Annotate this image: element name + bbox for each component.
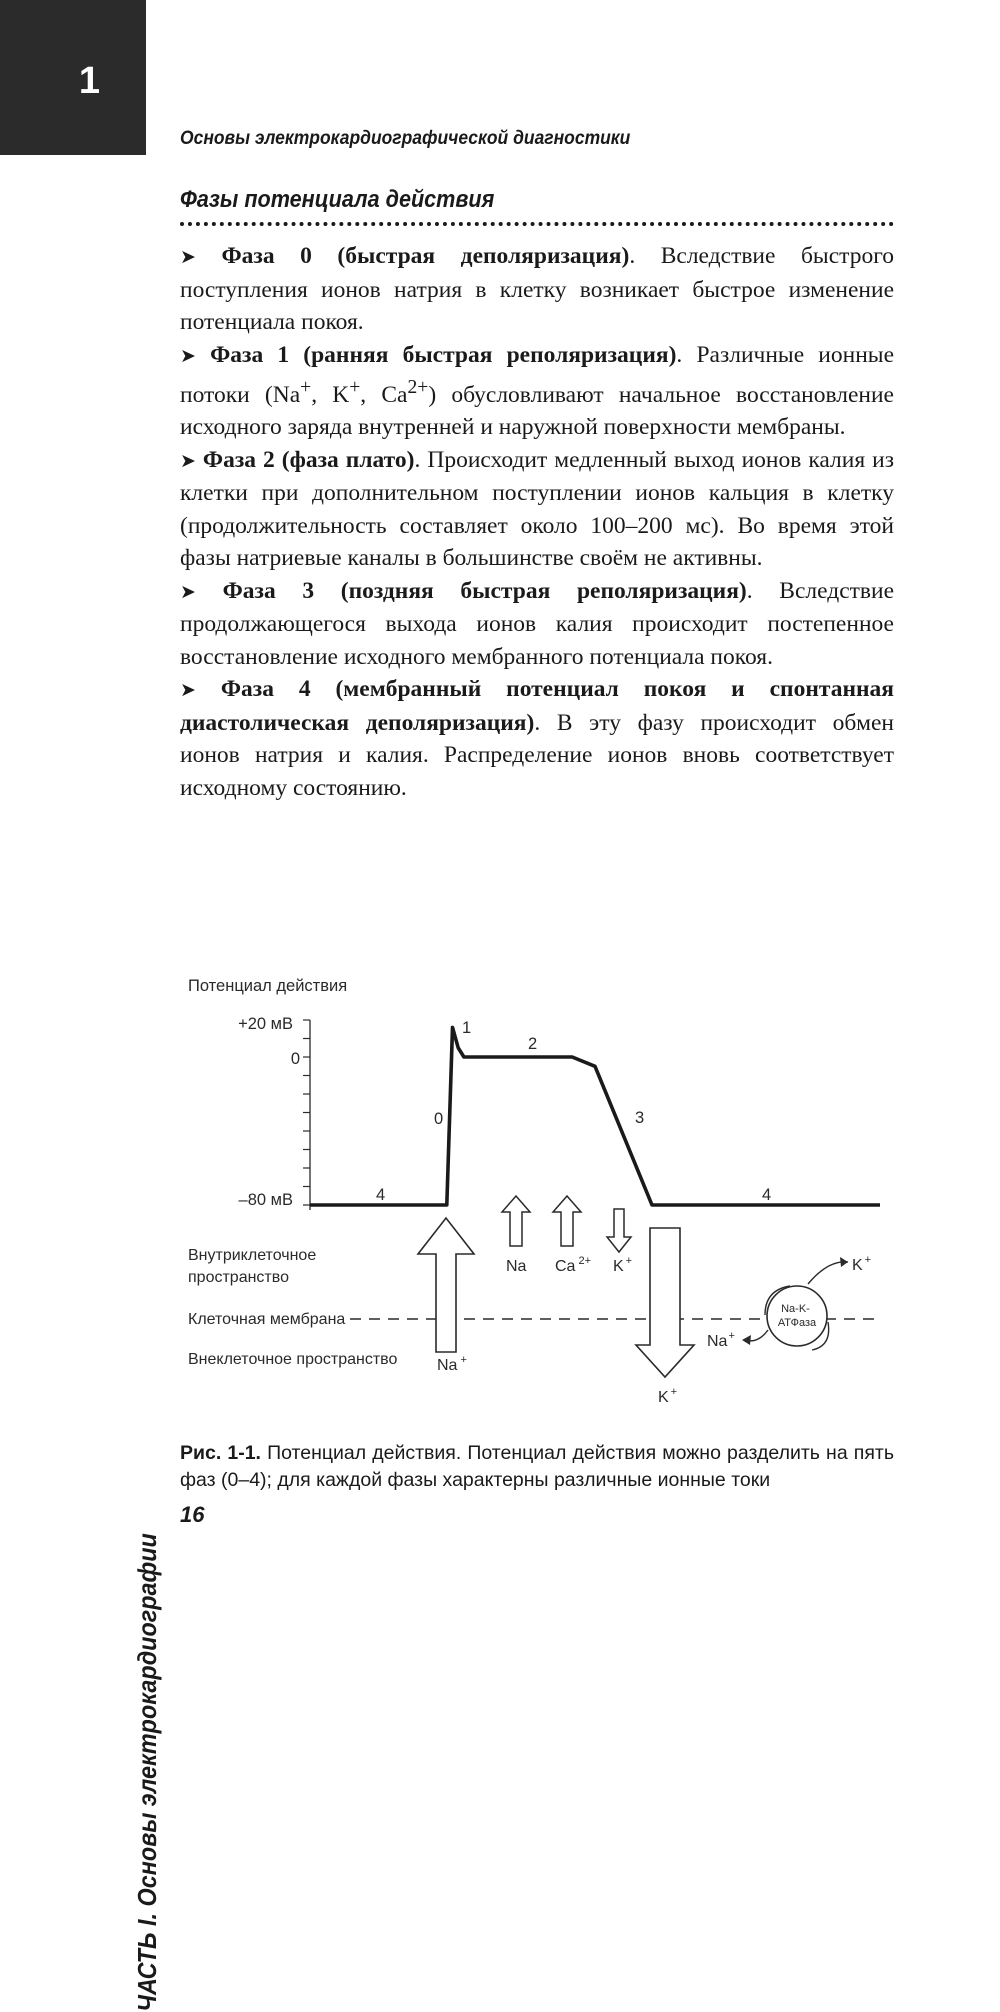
y-tick-label-zero: 0 — [290, 1050, 300, 1068]
na-up-arrow-icon — [502, 1196, 530, 1246]
phase-term: Фаза 0 (быстрая деполяризация) — [221, 243, 630, 269]
bullet-icon: ➤ — [180, 449, 196, 472]
k-efflux-label: K + — [658, 1386, 678, 1406]
figure-caption — [180, 1440, 894, 1494]
na-k-atpase-pump-icon — [767, 1286, 827, 1346]
superscript: + — [349, 377, 361, 398]
k-down-label: K + — [613, 1255, 633, 1275]
phase-paragraph — [180, 673, 894, 804]
na-influx-arrow-icon — [418, 1218, 474, 1352]
bullet-icon: ➤ — [180, 580, 196, 603]
bullet-icon: ➤ — [180, 679, 196, 702]
k-efflux-arrow-icon — [636, 1228, 694, 1377]
ca-up-arrow-icon — [553, 1196, 581, 1246]
y-tick-label-bottom: –80 мВ — [238, 1191, 293, 1209]
chapter-tab — [0, 0, 146, 155]
running-head: Основы электрокардиографической диагностики — [180, 128, 631, 149]
phase-term: Фаза 2 (фаза плато) — [202, 446, 415, 473]
phase-paragraph — [180, 575, 894, 674]
phase-desc-part: ) обусловливают начальное восстановление исходного заряда внутренней и наружной поверхности мембраны. — [180, 381, 894, 441]
phase-desc-part: . Различные ионные потоки (Na — [180, 341, 894, 408]
phase-desc-part: , Ca — [360, 381, 408, 408]
pump-na-arrowhead-icon — [742, 1335, 751, 1345]
intracellular-label-line: Внутриклеточное — [188, 1247, 317, 1264]
phase-paragraph — [180, 240, 894, 339]
ca-up-label: Ca $^{2+}$ — [555, 1255, 591, 1275]
caption-label: Рис. 1-1. — [180, 1442, 261, 1464]
section-title: Фазы потенциала действия — [180, 186, 495, 213]
phase-label-4a: 4 — [376, 1186, 386, 1204]
y-axis-title: Потенциал действия — [188, 977, 348, 995]
na-up-label: Na — [506, 1258, 527, 1275]
phase-term: Фаза 3 (поздняя быстрая реполяризация) — [222, 577, 747, 604]
phase-label-3: 3 — [635, 1109, 645, 1127]
y-axis-ticks — [303, 1020, 310, 1205]
phase-desc-part: , K — [311, 381, 350, 408]
page-number: 16 — [180, 1502, 205, 1527]
phase-label-4b: 4 — [762, 1186, 772, 1204]
action-potential-figure — [0, 960, 1000, 1420]
phase-term: Фаза 4 (мембранный потенциал покоя и спонтанная диастолическая деполяризация) — [180, 676, 894, 736]
k-down-arrow-icon — [607, 1209, 631, 1252]
pump-label: Na-K- АТФаза — [777, 1303, 817, 1329]
superscript: + — [300, 377, 312, 398]
action-potential-line — [310, 1027, 880, 1205]
bullet-icon: ➤ — [180, 246, 196, 268]
phase-paragraph — [180, 339, 894, 444]
membrane-label: Клеточная мембрана — [188, 1311, 346, 1328]
phase-label-0: 0 — [434, 1110, 444, 1128]
na-influx-label: Na + — [437, 1354, 467, 1374]
intracellular-label — [188, 1247, 321, 1286]
caption-text: Потенциал действия. Потенциал действия можно разделить на пять фаз (0–4); для каждой фазы характерны различные ионные токи — [180, 1442, 894, 1491]
phase-label-1: 1 — [462, 1019, 472, 1037]
side-label-text: ЧАСТЬ I. Основы электрокардиографии — [132, 1533, 162, 2012]
dotted-rule — [180, 222, 894, 226]
pump-na-label: Na+ — [707, 1330, 735, 1350]
pump-k-arrowhead-icon — [840, 1257, 848, 1267]
phase-paragraph — [180, 444, 894, 575]
y-tick-label-top: +20 мВ — [238, 1015, 293, 1033]
chapter-number: 1 — [78, 60, 100, 102]
phase-desc: . Вследствие быстрого поступления ионов натрия в клетку возникает быстрое изменение потенциала покоя. — [180, 243, 895, 335]
intracellular-label-line: пространство — [188, 1269, 289, 1286]
pump-k-label: K + — [852, 1254, 872, 1274]
phase-term: Фаза 1 (ранняя быстрая реполяризация) — [210, 341, 677, 368]
phase-label-2: 2 — [528, 1035, 538, 1053]
phase-desc: . В эту фазу происходит обмен ионов натрия и калия. Распределение ионов вновь соответствует исходному состоянию. — [180, 709, 894, 801]
phase-desc: . Вследствие продолжающегося выхода ионов калия происходит постепенное восстановление исходного мембранного потенциала покоя. — [180, 577, 895, 670]
phase-desc: . Происходит медленный выход ионов калия из клетки при дополнительном поступлении ионов кальция в клетку (продолжительность составляет около 100–200 мс). Во время этой фазы натриевые каналы в большинстве своём не активны. — [180, 446, 895, 572]
body-text — [180, 240, 894, 804]
extracellular-label: Внеклеточное пространство — [188, 1351, 398, 1368]
bullet-icon: ➤ — [180, 344, 196, 367]
superscript: 2+ — [407, 377, 429, 398]
